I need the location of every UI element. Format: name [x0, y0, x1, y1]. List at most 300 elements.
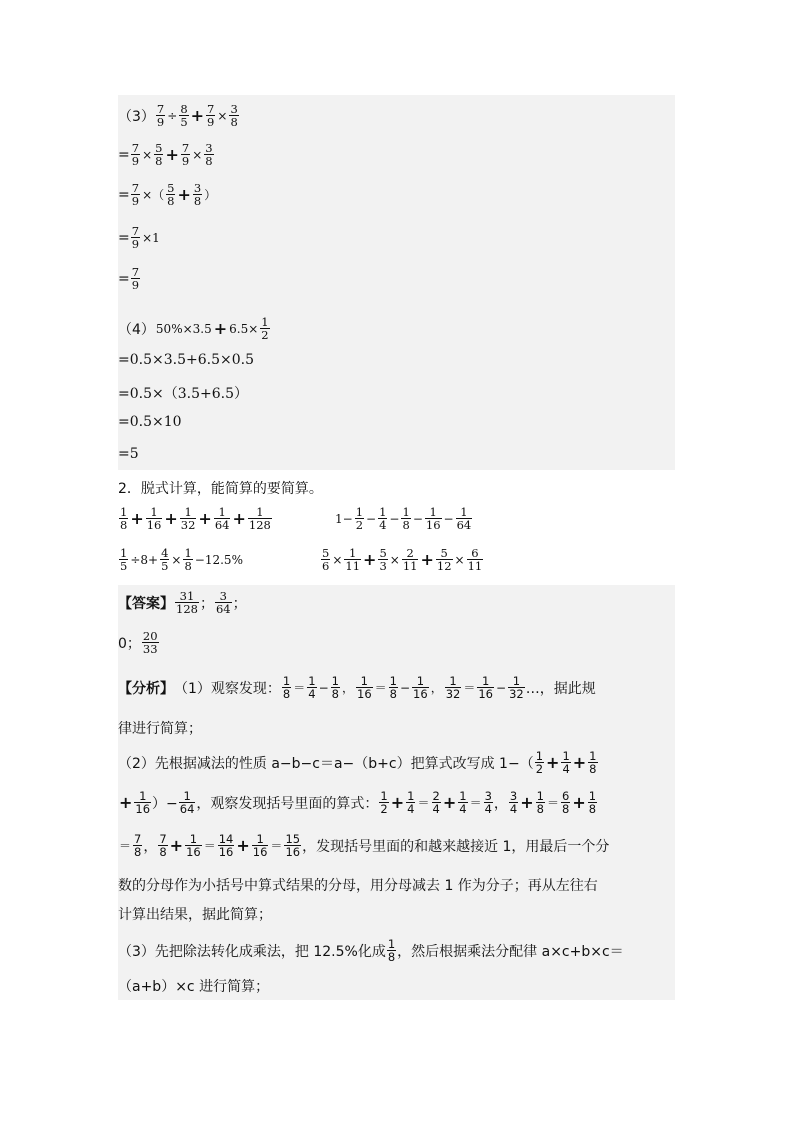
fraction	[536, 790, 545, 815]
fraction	[119, 506, 128, 531]
fraction	[477, 675, 494, 700]
answer-line-1	[118, 590, 247, 615]
denominator: 8	[536, 802, 544, 816]
operator: =	[118, 270, 130, 287]
q2-problem-4	[320, 547, 484, 572]
denominator: 11	[467, 559, 483, 573]
answer-line-2	[118, 630, 160, 655]
numerator: 2	[406, 546, 414, 560]
denominator: 5	[180, 115, 188, 129]
operator: +	[572, 753, 587, 772]
operator: ×	[192, 147, 203, 162]
denominator: 64	[456, 518, 472, 532]
fraction	[181, 142, 190, 167]
operator: +	[572, 793, 586, 812]
denominator: 8	[159, 845, 167, 859]
numerator: 14	[218, 832, 234, 846]
numerator: 6	[561, 789, 570, 803]
sol4-step3	[118, 414, 182, 430]
operator: ＝	[417, 796, 430, 810]
numerator: 1	[331, 674, 339, 688]
denominator: 8	[402, 518, 410, 532]
denominator: 4	[562, 762, 570, 776]
denominator: 8	[120, 518, 128, 532]
analysis-line-8	[118, 938, 670, 963]
denominator: 16	[146, 518, 162, 532]
question-2-title	[118, 478, 323, 498]
numerator: 5	[155, 141, 163, 155]
operator: +	[164, 509, 178, 528]
numerator: 1	[184, 546, 192, 560]
text: （2）先根据减法的性质 a−b−c＝a−（b+c）把算式改写成 1−（	[118, 755, 534, 772]
analysis-line-6	[118, 875, 670, 895]
fraction	[131, 142, 140, 167]
numerator: 1	[589, 749, 597, 763]
numerator: 8	[180, 102, 188, 116]
denominator: 9	[131, 237, 140, 251]
denominator: 8	[589, 762, 597, 776]
fraction	[166, 182, 175, 207]
answer-label: 【答案】	[118, 595, 174, 612]
fraction	[131, 266, 140, 291]
sol3-expr	[118, 103, 240, 128]
numerator: 6	[471, 546, 479, 560]
fraction	[134, 790, 151, 815]
numerator: 3	[509, 789, 518, 803]
text: ，然后根据乘法分配律 a×c+b×c＝	[397, 943, 624, 960]
fraction	[344, 547, 361, 572]
numerator: 5	[167, 181, 175, 195]
denominator: 4	[459, 802, 467, 816]
denominator: 8	[230, 115, 238, 129]
numerator: 5	[322, 546, 330, 560]
operator: ＝	[203, 839, 216, 853]
fraction	[156, 103, 165, 128]
operator: −	[443, 511, 454, 526]
numerator: 3	[230, 102, 238, 116]
operator: =	[118, 186, 130, 203]
sol3-step2	[118, 182, 217, 207]
denominator: 2	[535, 762, 544, 776]
analysis-line-9	[118, 976, 670, 996]
fraction	[508, 675, 525, 700]
denominator: 12	[436, 559, 452, 573]
label: （3）	[118, 108, 155, 125]
sol4-step1	[118, 352, 254, 368]
fraction	[561, 790, 570, 815]
denominator: 8	[389, 687, 397, 701]
denominator: 16	[218, 845, 234, 859]
denominator: 8	[167, 194, 175, 208]
fraction	[229, 103, 238, 128]
denominator: 16	[285, 845, 301, 859]
operator: +	[190, 106, 205, 125]
denominator: 16	[357, 687, 372, 701]
numerator: 1	[536, 789, 544, 803]
numerator: 20	[142, 629, 158, 643]
fraction	[484, 790, 493, 815]
numerator: 1	[402, 505, 410, 519]
fraction	[436, 547, 453, 572]
numerator: 1	[184, 505, 192, 519]
operator: +	[363, 550, 377, 569]
expr-text: ÷8+	[130, 552, 159, 567]
separator: ，	[493, 795, 508, 812]
operator: ÷	[167, 108, 178, 123]
sol3-step4	[118, 266, 141, 291]
numerator: 1	[407, 789, 415, 803]
analysis-line-1	[118, 675, 670, 700]
fraction	[160, 547, 169, 572]
text: …，据此规	[525, 680, 596, 697]
denominator: 8	[588, 802, 597, 816]
operator: +	[236, 836, 250, 855]
fraction	[509, 790, 518, 815]
sol3-step1	[118, 142, 215, 167]
sol4-step2	[118, 383, 248, 403]
numerator: 7	[131, 141, 140, 155]
text: 律进行简算；	[118, 721, 202, 737]
fraction	[179, 790, 196, 815]
numerator: 4	[161, 546, 169, 560]
numerator: 1	[360, 674, 368, 688]
fraction	[406, 790, 415, 815]
q2-problem-2	[334, 506, 473, 531]
denominator: 8	[134, 845, 142, 859]
fraction	[412, 675, 429, 700]
denominator: 11	[402, 559, 418, 573]
numerator: 1	[482, 674, 490, 688]
operator: +	[546, 753, 560, 772]
analysis-label: 【分析】	[118, 680, 174, 697]
operator: +	[520, 793, 534, 812]
fraction	[131, 225, 140, 250]
step-text: =0.5×（3.5+6.5）	[118, 386, 248, 402]
text: 数的分母作为小括号中算式结果的分母，用分母减去 1 作为分子；再从左往右	[118, 878, 598, 894]
operator: +	[420, 550, 434, 569]
operator: ＝	[119, 839, 132, 853]
denominator: 16	[252, 845, 268, 859]
denominator: 9	[156, 115, 165, 129]
operator: ＝	[293, 681, 306, 695]
text: ）−	[152, 795, 178, 812]
denominator: 9	[131, 154, 140, 168]
fraction	[179, 103, 188, 128]
numerator: 1	[535, 749, 544, 763]
analysis-line-7	[118, 904, 670, 924]
numerator: 1	[355, 505, 364, 519]
denominator: 16	[186, 845, 201, 859]
fraction	[206, 103, 215, 128]
operator: +	[165, 145, 179, 164]
fraction	[193, 182, 202, 207]
operator: +	[213, 319, 228, 338]
fraction	[175, 590, 199, 615]
denominator: 4	[379, 518, 387, 532]
denominator: 11	[345, 559, 361, 573]
denominator: 9	[131, 194, 140, 208]
denominator: 64	[214, 518, 230, 532]
denominator: 64	[179, 802, 195, 816]
denominator: 128	[248, 518, 271, 532]
title-text: 2．脱式计算，能简算的要简算。	[118, 481, 323, 497]
operator: ×	[217, 108, 228, 123]
fraction	[387, 938, 396, 963]
fraction	[185, 833, 202, 858]
denominator: 8	[184, 559, 192, 573]
denominator: 4	[308, 687, 316, 701]
numerator: 7	[134, 832, 142, 846]
denominator: 16	[425, 518, 441, 532]
numerator: 7	[159, 832, 167, 846]
numerator: 7	[207, 102, 215, 116]
numerator: 7	[131, 265, 140, 279]
numerator: 1	[429, 505, 437, 519]
fraction	[183, 547, 192, 572]
text: （1）观察发现：	[174, 680, 281, 697]
denominator: 2	[261, 328, 269, 342]
numerator: 3	[484, 789, 492, 803]
label: （4）	[118, 321, 155, 338]
fraction	[133, 833, 142, 858]
operator: ＝	[546, 796, 559, 810]
denominator: 16	[135, 802, 151, 816]
sol3-step3	[118, 225, 161, 250]
expr-text: −12.5%	[194, 552, 243, 567]
numerator: 7	[131, 224, 140, 238]
numerator: 1	[389, 674, 397, 688]
fraction	[215, 590, 232, 615]
operator: −	[496, 680, 507, 695]
denominator: 8	[561, 802, 570, 816]
numerator: 1	[261, 315, 269, 329]
fraction	[252, 833, 269, 858]
operator: ×（	[142, 188, 165, 202]
operator: ＝	[374, 681, 387, 695]
numerator: 1	[189, 832, 198, 846]
text: ，观察发现括号里面的算式：	[196, 795, 379, 812]
denominator: 33	[142, 642, 158, 656]
fraction	[378, 547, 387, 572]
denominator: 8	[193, 194, 202, 208]
denominator: 8	[205, 154, 213, 168]
analysis-line-2	[118, 718, 670, 738]
answer-value: 0；	[118, 635, 141, 652]
operator: +	[177, 185, 191, 204]
fraction	[445, 675, 462, 700]
q2-problem-1	[118, 506, 273, 531]
separator: ，	[341, 681, 354, 695]
fraction	[142, 630, 159, 655]
separator: ；	[232, 595, 247, 612]
operator: ×	[142, 147, 153, 162]
denominator: 8	[387, 950, 396, 964]
fraction	[379, 790, 388, 815]
expr-text: 1−	[335, 511, 353, 526]
fraction	[260, 316, 269, 341]
fraction	[282, 675, 291, 700]
operator: ＝	[463, 681, 476, 695]
analysis-line-4	[118, 790, 670, 815]
fraction	[154, 142, 163, 167]
fraction	[402, 547, 419, 572]
fraction	[331, 675, 340, 700]
step-text: =0.5×10	[118, 414, 182, 430]
numerator: 1	[416, 674, 425, 688]
numerator: 1	[183, 789, 191, 803]
numerator: 1	[256, 505, 264, 519]
operator: +	[198, 509, 212, 528]
fraction	[378, 506, 387, 531]
text: 计算出结果，据此简算；	[118, 907, 272, 923]
operator: =	[118, 229, 130, 246]
operator: ＝	[270, 839, 283, 853]
denominator: 9	[207, 115, 215, 129]
numerator: 7	[181, 141, 190, 155]
q2-problem-3	[118, 547, 244, 572]
denominator: 3	[379, 559, 387, 573]
numerator: 1	[460, 505, 468, 519]
denominator: 16	[478, 687, 493, 701]
denominator: 32	[509, 687, 524, 701]
numerator: 1	[449, 674, 457, 688]
numerator: 7	[131, 181, 140, 195]
numerator: 1	[120, 546, 128, 560]
fraction	[588, 790, 597, 815]
numerator: 1	[459, 789, 467, 803]
fraction	[321, 547, 330, 572]
operator: +	[232, 509, 246, 528]
operator: +	[130, 509, 144, 528]
operator: +	[169, 836, 184, 855]
numerator: 7	[156, 102, 165, 116]
fraction	[248, 506, 272, 531]
denominator: 4	[432, 802, 440, 816]
fraction	[355, 506, 364, 531]
fraction	[284, 833, 301, 858]
sol4-step4	[118, 446, 139, 462]
numerator: 1	[139, 789, 147, 803]
operator: +	[390, 793, 405, 812]
denominator: 6	[322, 559, 330, 573]
step-text: =0.5×3.5+6.5×0.5	[118, 352, 254, 368]
operator: ×	[389, 552, 400, 567]
denominator: 8	[155, 154, 163, 168]
operator: −	[366, 511, 377, 526]
numerator: 2	[432, 789, 440, 803]
fraction	[425, 506, 442, 531]
denominator: 128	[176, 602, 198, 616]
sol4-expr	[118, 316, 271, 341]
operator: −	[412, 511, 423, 526]
step-text: =5	[118, 446, 139, 462]
numerator: 1	[588, 789, 597, 803]
fraction	[180, 506, 197, 531]
expr-text: 50%×3.5	[155, 321, 212, 336]
operator: +	[119, 793, 133, 812]
numerator: 15	[285, 832, 301, 846]
denominator: 16	[413, 687, 428, 701]
fraction	[467, 547, 484, 572]
text: （3）先把除法转化成乘法，把 12.5%化成	[118, 943, 386, 960]
denominator: 64	[215, 602, 231, 616]
denominator: 4	[407, 802, 415, 816]
separator: ，	[430, 681, 443, 695]
numerator: 1	[512, 674, 521, 688]
separator: ；	[199, 595, 214, 612]
numerator: 1	[150, 505, 158, 519]
denominator: 8	[331, 687, 339, 701]
fraction	[214, 506, 231, 531]
numerator: 1	[387, 937, 396, 951]
operator: ×1	[142, 230, 160, 245]
denominator: 2	[380, 802, 388, 816]
numerator: 31	[179, 589, 195, 603]
operator: ×	[332, 552, 343, 567]
analysis-line-5	[118, 833, 670, 858]
operator: ）	[204, 188, 217, 202]
fraction	[158, 833, 167, 858]
operator: =	[118, 146, 130, 163]
numerator: 1	[562, 749, 570, 763]
numerator: 1	[380, 789, 388, 803]
operator: −	[389, 511, 400, 526]
analysis-line-3	[118, 750, 670, 775]
numerator: 5	[379, 546, 387, 560]
fraction	[307, 675, 316, 700]
expr-text: 6.5×	[229, 321, 259, 336]
fraction	[356, 675, 373, 700]
fraction	[146, 506, 163, 531]
fraction	[535, 750, 544, 775]
text: ，发现括号里面的和越来越接近 1，用最后一个分	[302, 838, 610, 855]
denominator: 32	[180, 518, 196, 532]
numerator: 3	[205, 141, 213, 155]
fraction	[432, 790, 441, 815]
denominator: 4	[484, 802, 492, 816]
fraction	[458, 790, 467, 815]
numerator: 1	[349, 546, 357, 560]
denominator: 32	[445, 687, 461, 701]
denominator: 9	[181, 154, 190, 168]
fraction	[389, 675, 398, 700]
fraction	[218, 833, 235, 858]
operator: ＝	[469, 796, 482, 810]
fraction	[588, 750, 597, 775]
numerator: 5	[440, 546, 448, 560]
operator: ×	[454, 552, 465, 567]
separator: ，	[143, 838, 158, 855]
text: （a+b）×c 进行简算；	[118, 979, 270, 995]
operator: +	[442, 793, 457, 812]
fraction	[119, 547, 128, 572]
operator: ×	[171, 552, 182, 567]
numerator: 1	[256, 832, 264, 846]
numerator: 3	[193, 181, 202, 195]
numerator: 1	[218, 505, 226, 519]
denominator: 4	[509, 802, 518, 816]
denominator: 5	[161, 559, 169, 573]
numerator: 1	[308, 674, 316, 688]
denominator: 9	[131, 278, 140, 292]
fraction	[456, 506, 473, 531]
numerator: 3	[219, 589, 227, 603]
fraction	[131, 182, 140, 207]
operator: −	[318, 680, 329, 695]
denominator: 2	[355, 518, 364, 532]
numerator: 1	[282, 674, 291, 688]
fraction	[561, 750, 570, 775]
